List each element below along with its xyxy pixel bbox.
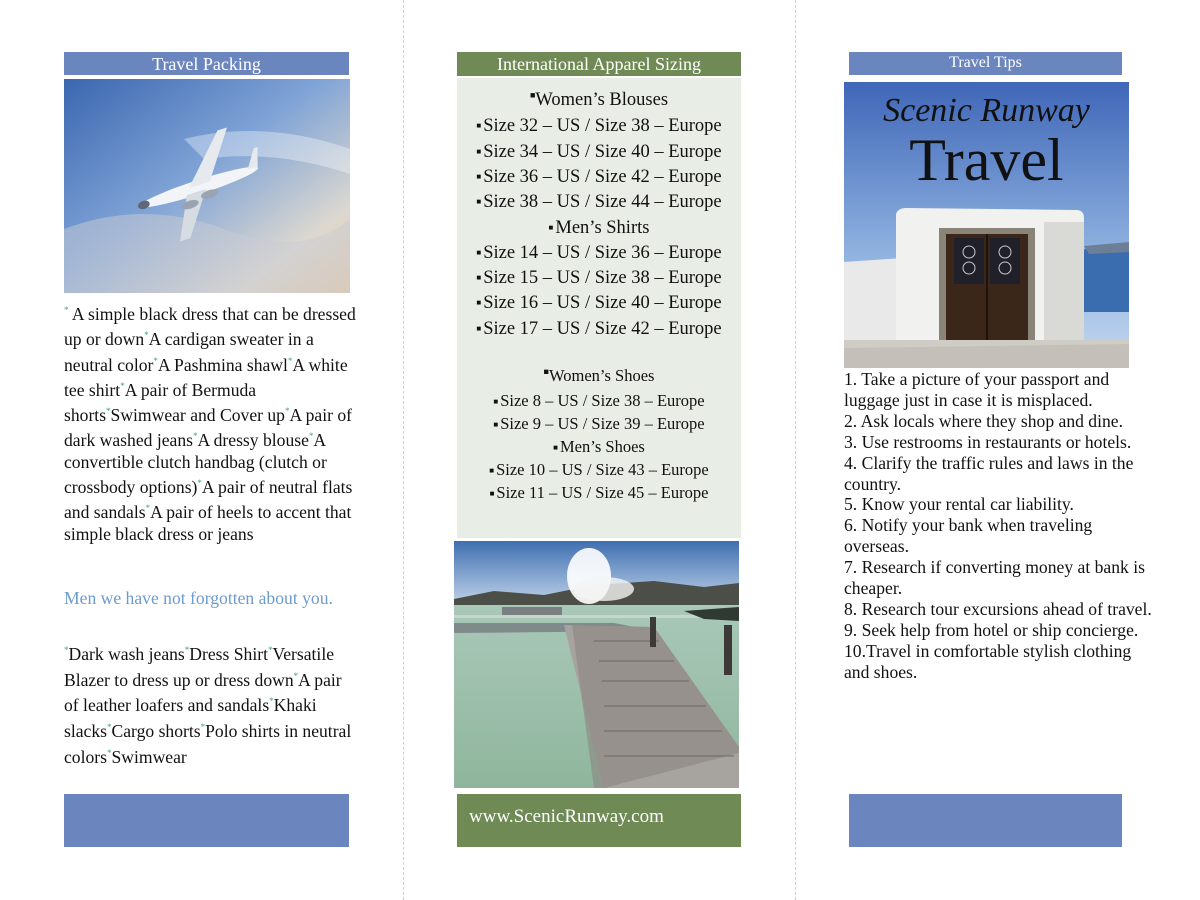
bullet-icon: * <box>200 721 206 732</box>
bullet-icon: * <box>120 380 125 391</box>
bullet-icon: * <box>197 478 202 488</box>
packing-item: Cargo shorts <box>111 720 201 741</box>
packing-item: A simple black dress that can be dressed up or down <box>64 303 356 350</box>
packing-item: A pair of Bermuda shorts <box>64 379 257 425</box>
bullet-icon: * <box>293 670 299 681</box>
tip-item: 7. Research if converting money at bank is cheaper. <box>844 557 1145 599</box>
bullet-icon: * <box>153 355 158 366</box>
bullet-icon: * <box>145 503 151 514</box>
bullet-icon: * <box>287 355 293 366</box>
footer-band-left <box>64 794 349 847</box>
women-packing-list <box>64 300 362 545</box>
size-row: ■ Size 17 – US / Size 42 – Europe <box>476 319 722 339</box>
website-footer[interactable]: www.ScenicRunway.com <box>457 794 741 847</box>
packing-item: A dressy blouse <box>197 430 309 451</box>
mens-shoes-heading: ■ Men’s Shoes <box>553 437 645 456</box>
packing-item: A pair of dark washed jeans <box>64 404 353 451</box>
tip-item: 8. Research tour excursions ahead of travel. <box>844 598 1152 619</box>
packing-item: Swimwear <box>111 746 187 767</box>
size-row: ■ Size 32 – US / Size 38 – Europe <box>476 116 722 136</box>
travel-tips-list <box>844 369 1154 683</box>
packing-item: Dark wash jeans <box>68 643 185 664</box>
bullet-icon: * <box>269 696 274 707</box>
tip-item: 5. Know your rental car liability. <box>844 494 1074 515</box>
men-packing-list <box>64 640 354 768</box>
travel-packing-header: Travel Packing <box>64 52 349 75</box>
size-row: ■ Size 8 – US / Size 38 – Europe <box>493 391 705 410</box>
size-row: ■ Size 9 – US / Size 39 – Europe <box>493 414 705 433</box>
tip-item: 1. Take a picture of your passport and luggage just in case it is misplaced. <box>844 369 1110 410</box>
packing-item: Khaki slacks <box>64 695 317 741</box>
bullet-icon: * <box>107 721 112 732</box>
size-row: ■ Size 36 – US / Size 42 – Europe <box>476 167 722 187</box>
packing-item: Dress Shirt <box>189 643 268 664</box>
airplane-photo <box>64 79 350 293</box>
mens-shirts-heading: ■ Men’s Shirts <box>548 218 650 238</box>
size-row: ■ Size 15 – US / Size 38 – Europe <box>476 268 722 288</box>
packing-item: A white tee shirt <box>64 354 348 400</box>
bullet-icon: * <box>284 406 290 417</box>
apparel-sizing-header: International Apparel Sizing <box>457 52 741 76</box>
fold-line-right <box>795 0 796 900</box>
tip-item: 6. Notify your bank when traveling overseas. <box>844 515 1093 557</box>
packing-item: A pair of neutral flats and sandals <box>64 476 353 523</box>
packing-item: Versatile Blazer to dress up or dress down <box>64 643 335 690</box>
fold-line-left <box>403 0 404 900</box>
size-row: ■ Size 14 – US / Size 36 – Europe <box>476 243 722 263</box>
tip-item: 2. Ask locals where they shop and dine. <box>844 410 1123 431</box>
bullet-icon: * <box>144 330 149 341</box>
travel-tips-header: Travel Tips <box>849 52 1122 75</box>
tip-item: 10.Travel in comfortable stylish clothing and shoes. <box>844 640 1132 682</box>
packing-item: A convertible clutch handbag (clutch or crossbody options) <box>64 430 327 497</box>
lagoon-boardwalk-photo <box>454 541 739 788</box>
bullet-icon: * <box>64 305 69 315</box>
size-row: ■ Size 11 – US / Size 45 – Europe <box>489 483 709 502</box>
bullet-icon: * <box>308 431 314 442</box>
tip-item: 4. Clarify the traffic rules and laws in the country. <box>844 452 1134 494</box>
packing-item: Polo shirts in neutral colors <box>64 720 352 767</box>
bullet-icon: * <box>107 747 112 758</box>
bullet-icon: * <box>64 645 69 655</box>
bullet-icon: * <box>184 645 190 655</box>
men-heading: Men we have not forgotten about you. <box>64 588 333 608</box>
size-row: ■ Size 16 – US / Size 40 – Europe <box>476 293 722 313</box>
bullet-icon: * <box>106 406 111 417</box>
packing-item: A pair of heels to accent that simple black dress or jeans <box>64 502 352 544</box>
packing-item: A pair of leather loafers and sandals <box>64 669 342 716</box>
packing-item: A Pashmina shawl <box>157 354 288 375</box>
packing-item: Swimwear and Cover up <box>110 404 285 425</box>
brand-title-line1: Scenic Runway <box>883 92 1090 129</box>
footer-band-right <box>849 794 1122 847</box>
size-row: ■ Size 10 – US / Size 43 – Europe <box>489 460 709 479</box>
size-row: ■ Size 34 – US / Size 40 – Europe <box>476 142 722 162</box>
scenic-runway-cover <box>844 82 1129 368</box>
packing-item: A cardigan sweater in a neutral color <box>64 329 314 375</box>
womens-blouses-heading: ■Women’s Blouses <box>529 90 669 111</box>
tip-item: 9. Seek help from hotel or ship concierge. <box>844 619 1139 640</box>
bullet-icon: * <box>192 431 198 442</box>
brand-title-line2: Travel <box>909 127 1064 193</box>
womens-shoes-heading: ■Women’s Shoes <box>543 366 655 385</box>
tip-item: 3. Use restrooms in restaurants or hotels. <box>844 431 1132 452</box>
sizing-panel <box>457 78 741 538</box>
bullet-icon: * <box>267 645 273 655</box>
size-row: ■ Size 38 – US / Size 44 – Europe <box>476 192 722 212</box>
